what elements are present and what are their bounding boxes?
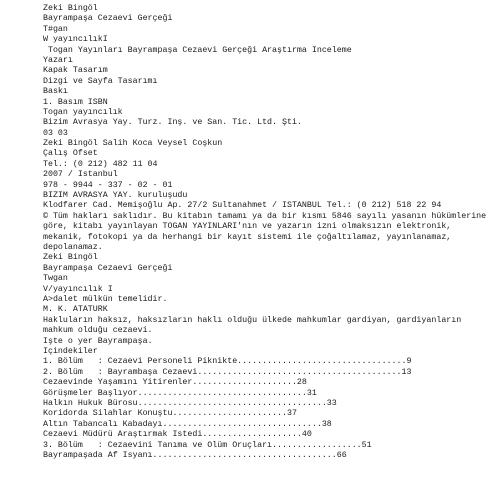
book-title: Bayrampaşa Cezaevi Gerçeği xyxy=(43,14,173,24)
publisher-name: Togan yayıncılık xyxy=(43,107,123,117)
epigraph-quote: A>dalet mülkün temelidir. xyxy=(43,295,168,304)
edition-isbn: 1. Basım ISBN xyxy=(43,97,108,107)
toc-entry: 1. Bölüm : Cezaevi Personeli Piknikte..................................9 xyxy=(43,357,412,367)
dedication-text: Hakluların haksız, haksızların haklı olduğu ülkede mahkumlar gardiyan, gardiyanların mahkum olduğu cezaevi. xyxy=(43,315,462,336)
epigraph-attribution: M. K. ATATÜRK xyxy=(43,305,108,315)
series-line: Togan Yayınları Bayrampaşa Cezaevi Gerçeği Araştırma İnceleme xyxy=(43,45,352,55)
organization-line: BİZİM AVRASYA YAY. kuruluşudu xyxy=(43,191,188,201)
credit-label-layout: Dizgi ve Sayfa Tasarımı xyxy=(43,76,158,86)
toc-entry: Cezaevi Müdürü Araştırmak İstedi....................40 xyxy=(43,430,312,440)
toc-entry: Bayrampaşada Af İsyanı.....................................66 xyxy=(43,450,347,460)
printer-phone: Tel.: (0 212) 482 11 04 xyxy=(43,159,158,169)
credit-label-cover: Kapak Tasarım xyxy=(43,66,108,76)
printer-name: Çalış Ofset xyxy=(43,149,98,159)
dedication-closing: İşte o yer Bayrampaşa. xyxy=(43,336,153,346)
contributors: Zeki Bingöl Salih Koca Veysel Coşkun xyxy=(43,139,223,149)
company-name: Bizim Avrasya Yay. Turz. İnş. ve San. Tic. Ltd. Şti. xyxy=(43,118,302,128)
copyright-notice: © Tüm hakları saklıdır. Bu kitabın tamamı ya da bir kısmı 5846 sayılı yasanın hükümlerine göre, kitabı yayınlayan TOGAN YAYINLARI'nın ve yazarın izni olmaksızın elektronik, mekanik, fotokopi ya da herhangi bir kayıt sistemi ile çoğaltılamaz, yayınlanamaz, depolanamaz. xyxy=(43,211,487,253)
publisher-logo-text-repeat: Twgan xyxy=(43,274,68,284)
document-page xyxy=(43,4,495,461)
toc-entry: 2. Bölüm : Bayrambaşa Cezaevi.........................................13 xyxy=(43,367,412,377)
publisher-logo-subtext-repeat: V/yayıncılık I xyxy=(43,284,113,294)
year-city: 2007 / İstanbul xyxy=(43,170,118,180)
toc-entry: Cezaevinde Yaşamını Yitirenler.....................28 xyxy=(43,378,307,388)
publisher-logo-text: T#gan xyxy=(43,24,68,34)
book-title-repeat: Bayrampaşa Cezaevi Gerçeği xyxy=(43,263,173,273)
credit-label-print: Baskı xyxy=(43,87,68,97)
credit-label-author: Yazarı xyxy=(43,55,73,65)
author-name: Zeki Bingöl xyxy=(43,4,98,13)
toc-entry: Halkın Hukuk Bürosu......................................33 xyxy=(43,398,337,408)
address-line: Klodfarer Cad. Memişoğlu Ap. 27/2 Sultanahmet / İSTANBUL Tel.: (0 212) 518 22 94 xyxy=(43,201,442,211)
toc-entry: Görüşmeler Başlıyor..................................31 xyxy=(43,388,317,398)
publisher-logo-subtext: W yayıncılıkI xyxy=(43,35,108,45)
code-line: 03 03 xyxy=(43,128,68,138)
toc-entry: 3. Bölüm : Cezaevini Tanıma ve Ölüm Oruçları..................51 xyxy=(43,440,372,450)
toc-entry: Koridorda Silahlar Konuştu.......................37 xyxy=(43,409,297,419)
toc-heading: İçindekiler xyxy=(43,346,98,356)
isbn-number: 978 - 9944 - 337 - 02 - 01 xyxy=(43,180,173,190)
author-name-repeat: Zeki Bingöl xyxy=(43,253,98,263)
toc-entry: Altın Tabancalı Kabadayı................................38 xyxy=(43,419,332,429)
